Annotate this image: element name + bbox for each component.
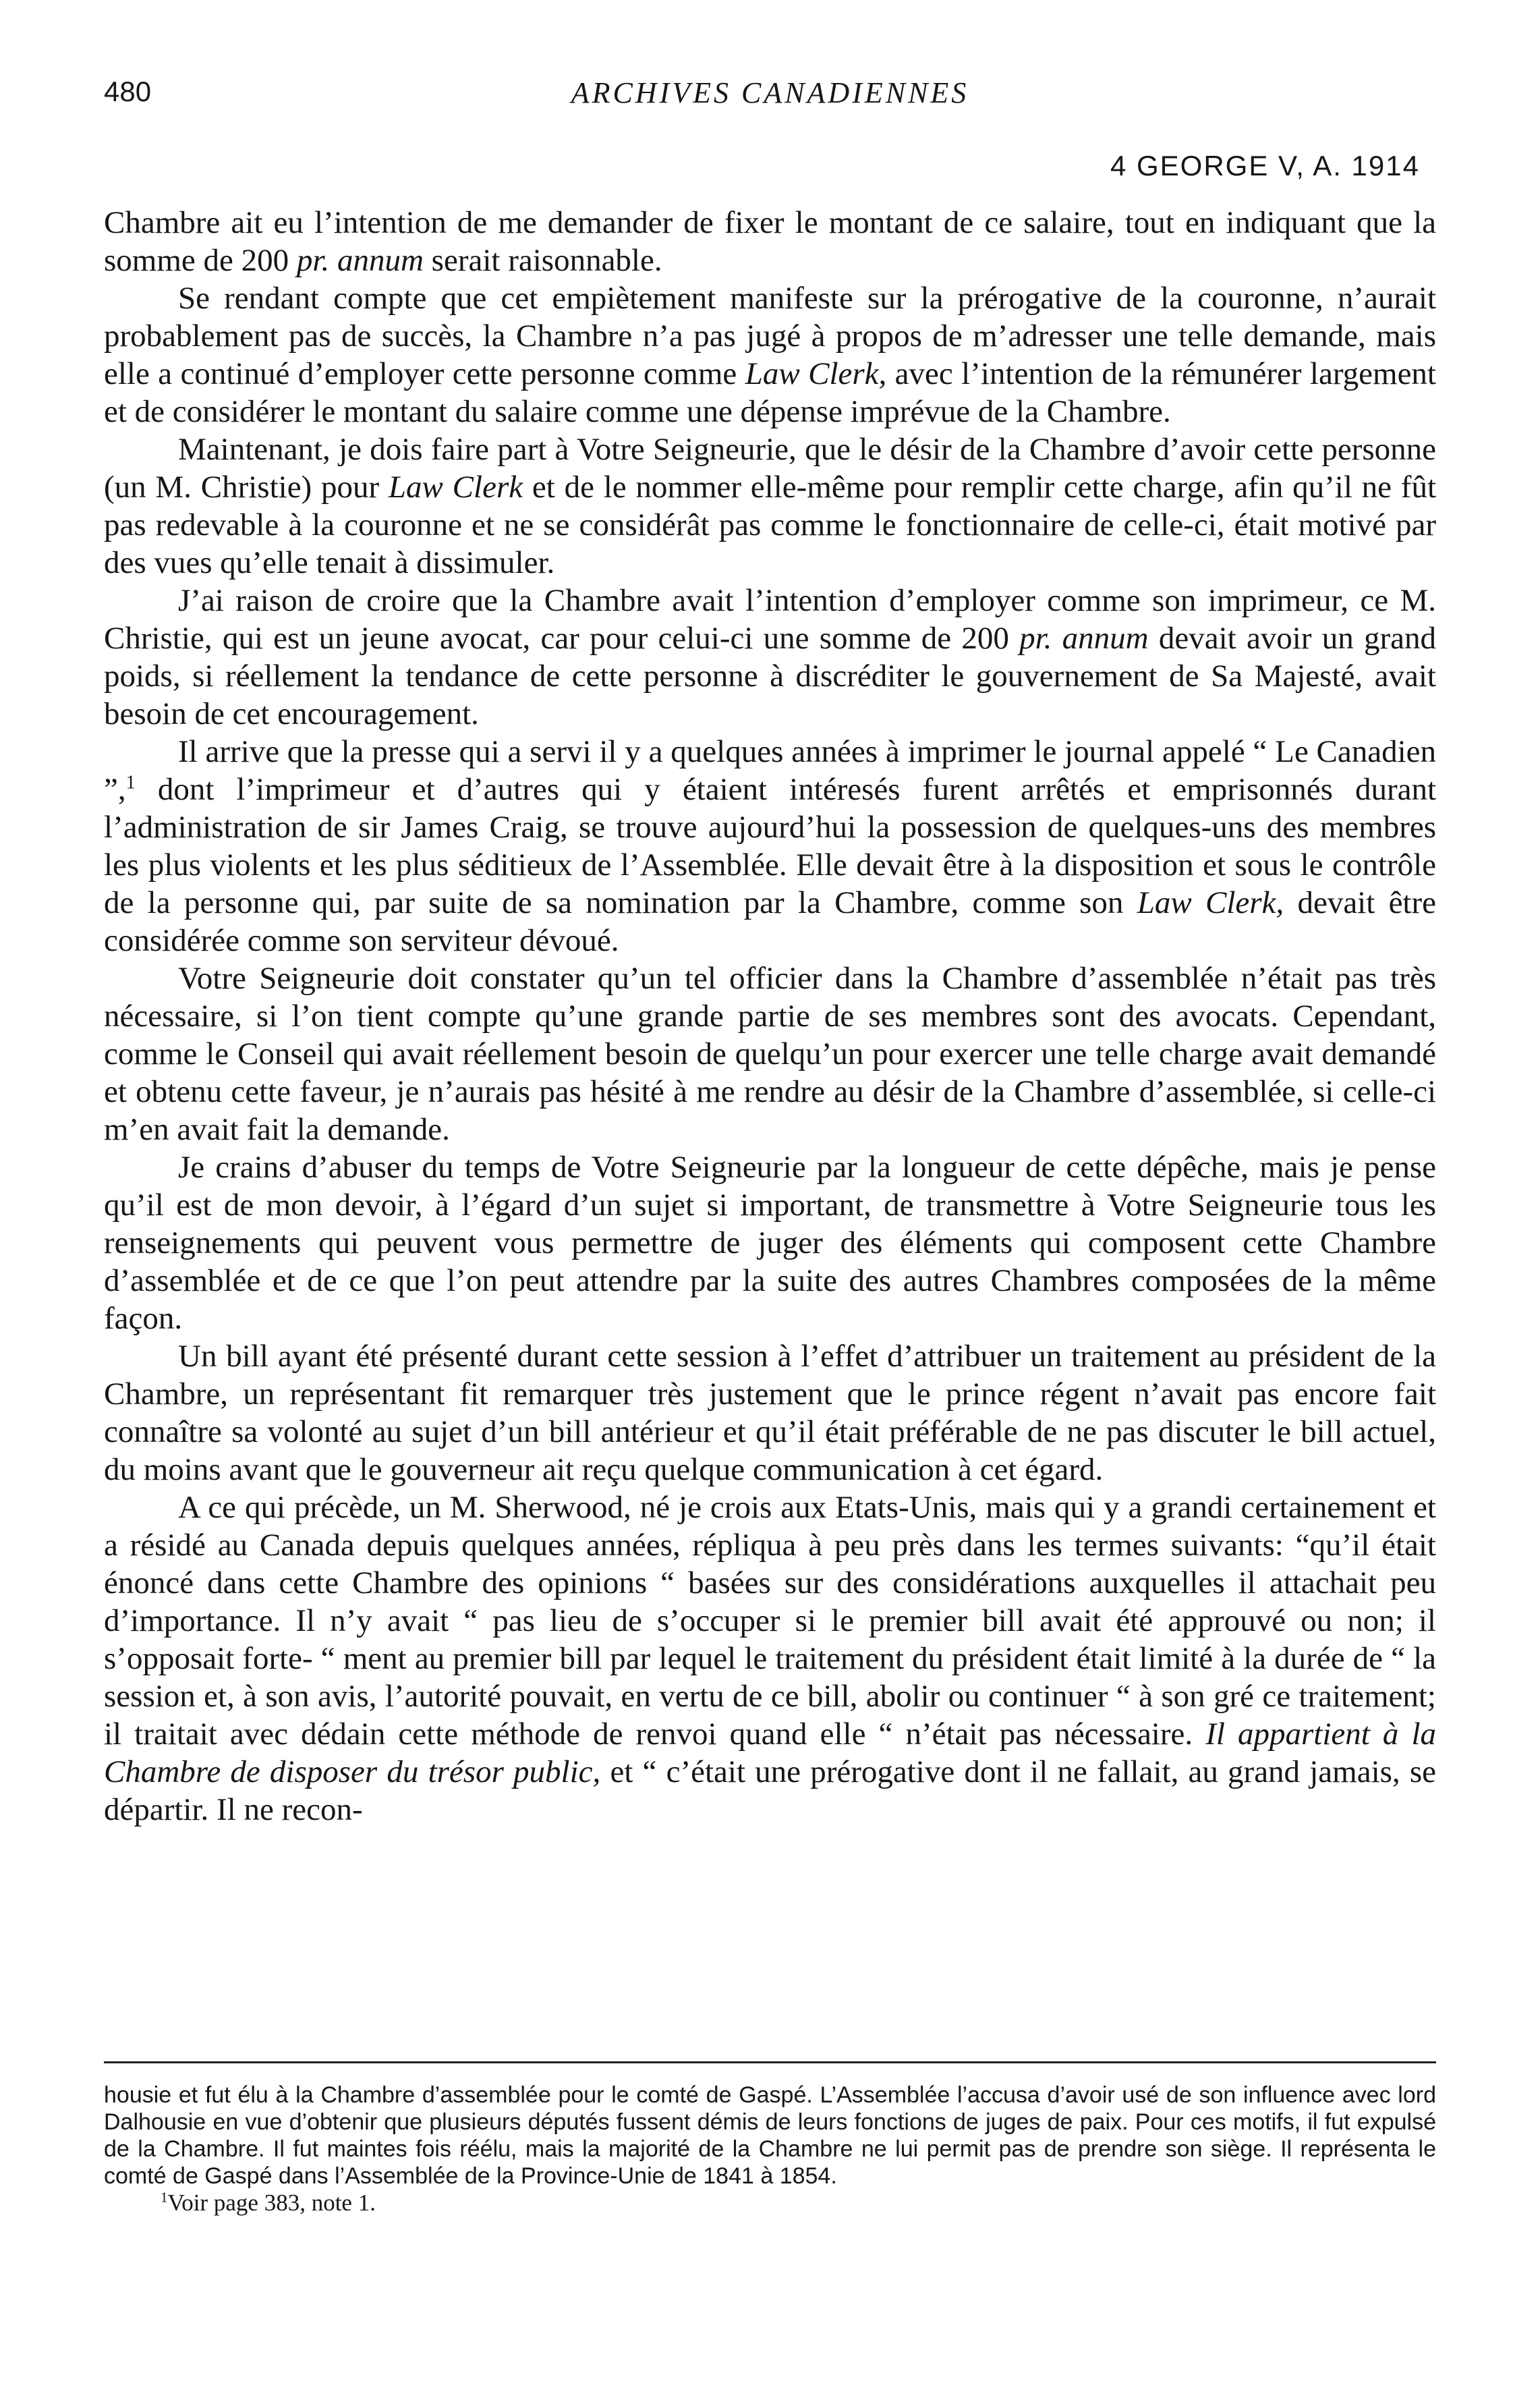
page-header (0, 76, 1540, 116)
session-label: 4 GEORGE V, A. 1914 (1110, 150, 1420, 182)
paragraph: Un bill ayant été présenté durant cette session à l’effet d’attribuer un traitement au président de la Chambre, un représentant fit remarquer très justement que le prince régent n’avait pas encore fait connaître sa volonté au sujet d’un bill antérieur et qu’il était préférable de ne pas discuter le bill actuel, du moins avant que le gouverneur ait reçu quelque communication à cet égard. (104, 1339, 1436, 1487)
paragraph: Chambre ait eu l’intention de me demander de fixer le montant de ce salaire, tout en indiquant que la somme de 200 pr. annum serait raisonnable. (104, 205, 1436, 278)
footnotes (104, 2082, 1436, 2217)
footnote-continued: housie et fut élu à la Chambre d’assemblée pour le comté de Gaspé. L’Assemblée l’accusa d’avoir usé de son influence avec lord Dalhousie en vue d’obtenir que plusieurs députés fussent démis de leurs fonctions de juges de paix. Pour ces motifs, il fut expulsé de la Chambre. Il fut maintes fois réélu, mais la majorité de la Chambre ne lui permit pas de prendre son siège. Il représenta le comté de Gaspé dans l’Assemblée de la Province-Unie de 1841 à 1854. (104, 2082, 1436, 2189)
body-text (104, 204, 1436, 1829)
paragraph: A ce qui précède, un M. Sherwood, né je crois aux Etats-Unis, mais qui y a grandi certainement et a résidé au Canada depuis quelques années, répliqua à peu près dans les termes suivants: “qu’il était énoncé dans cette Chambre des opinions “ basées sur des considérations auxquelles il attachait peu d’importance. Il n’y avait “ pas lieu de s’occuper si le premier bill avait été approuvé ou non; il s’opposait forte- “ ment au premier bill par lequel le traitement du président était limité à la durée de “ la session et, à son avis, l’autorité pouvait, en vertu de ce bill, abolir ou continuer “ à son gré ce traitement; il traitait avec dédain cette méthode de renvoi quand elle “ n’était pas nécessaire. Il appartient à la Chambre de disposer du trésor public, et “ c’était une prérogative dont il ne fallait, au grand jamais, se départir. Il ne recon- (104, 1490, 1437, 1827)
page-number: 480 (104, 76, 152, 107)
paragraph: Maintenant, je dois faire part à Votre Seigneurie, que le désir de la Chambre d’avoir cette personne (un M. Christie) pour Law Clerk et de le nommer elle-même pour remplir cette charge, afin qu’il ne fût pas redevable à la couronne et ne se considérât pas comme le fonctionnaire de celle-ci, était motivé par des vues qu’elle tenait à dissimuler. (104, 432, 1437, 580)
paragraph: Votre Seigneurie doit constater qu’un tel officier dans la Chambre d’assemblée n’était pas très nécessaire, si l’on tient compte qu’une grande partie de ses membres sont des avocats. Cependant, comme le Conseil qui avait réellement besoin de quelqu’un pour exercer une telle charge avait demandé et obtenu cette faveur, je n’aurais pas hésité à me rendre au désir de la Chambre d’assemblée, si celle-ci m’en avait fait la demande. (104, 961, 1436, 1147)
footnote-1: $^1$Voir page 383, note 1. (161, 2189, 376, 2216)
paragraph: J’ai raison de croire que la Chambre avait l’intention d’employer comme son imprimeur, ce M. Christie, qui est un jeune avocat, car pour celui-ci une somme de 200 pr. annum devait avoir un grand poids, si réellement la tendance de cette personne à discréditer le gouvernement de Sa Majesté, avait besoin de cet encouragement. (104, 583, 1437, 731)
paragraph: Il arrive que la presse qui a servi il y a quelques années à imprimer le journal appelé “ Le Canadien ”,$^1$ dont l’imprimeur et d’autres qui y étaient intéresés furent arrêtés et emprisonnés durant l’administration de sir James Craig, se trouve aujourd’hui la possession de quelques-uns des membres les plus violents et les plus séditieux de l’Assemblée. Elle devait être à la disposition et sous le contrôle de la personne qui, par suite de sa nomination par la Chambre, comme son Law Clerk, devait être considérée comme son serviteur dévoué. (104, 734, 1437, 958)
paragraph: Je crains d’abuser du temps de Votre Seigneurie par la longueur de cette dépêche, mais je pense qu’il est de mon devoir, à l’égard d’un sujet si important, de transmettre à Votre Seigneurie tous les renseignements qui peuvent vous permettre de juger des éléments qui composent cette Chambre d’assemblée et de ce que l’on peut attendre par la suite des autres Chambres composées de la même façon. (104, 1150, 1436, 1336)
footnote-divider (104, 2061, 1436, 2063)
footnote-ref: 1 (125, 772, 136, 793)
running-title: ARCHIVES CANADIENNES (571, 76, 969, 109)
paragraph: Se rendant compte que cet empiètement manifeste sur la prérogative de la couronne, n’aurait probablement pas de succès, la Chambre n’a pas jugé à propos de m’adresser une telle demande, mais elle a continué d’employer cette personne comme Law Clerk, avec l’intention de la rémunérer largement et de considérer le montant du salaire comme une dépense imprévue de la Chambre. (104, 281, 1436, 429)
